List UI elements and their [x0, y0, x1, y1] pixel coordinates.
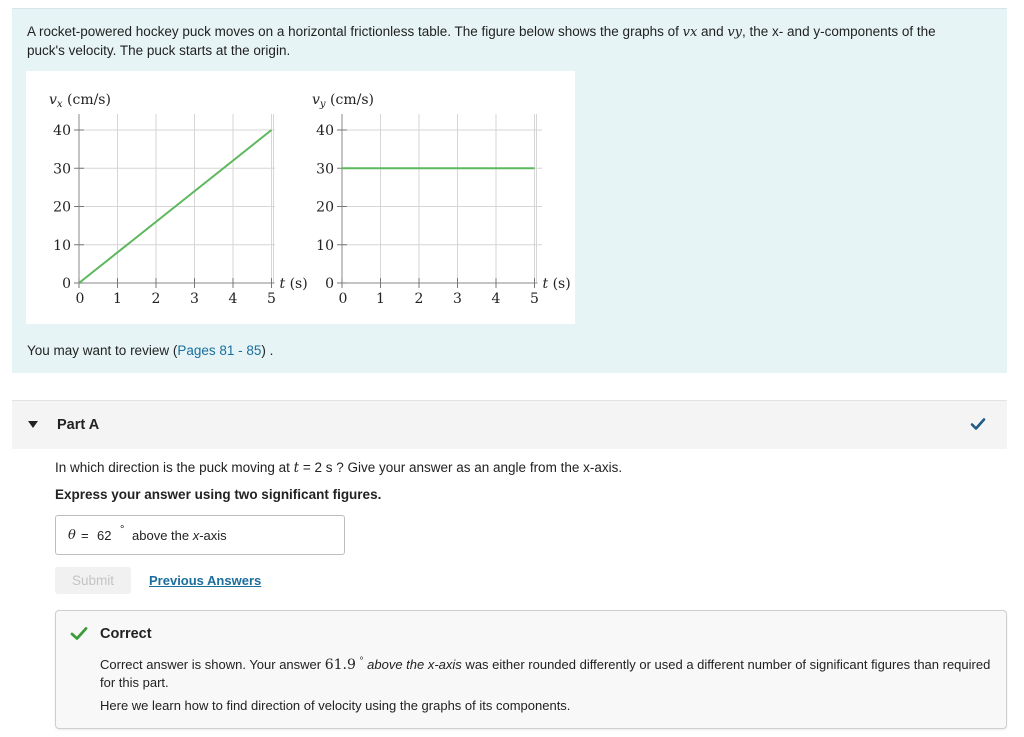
unit-suffix: -axis: [199, 528, 227, 543]
problem-statement-panel: [12, 8, 1007, 373]
collapse-caret-icon[interactable]: [28, 421, 38, 428]
degree-symbol: °: [120, 524, 125, 536]
feedback-degree: °: [359, 656, 364, 667]
y-tick-label: 20: [316, 199, 334, 216]
part-title: Part A: [57, 417, 100, 433]
x-axis-label: t (s): [542, 276, 571, 292]
y-tick-label: 10: [53, 237, 71, 254]
x-tick-label: 3: [453, 291, 462, 307]
feedback-body-prefix: Correct answer is shown. Your answer: [100, 657, 325, 672]
feedback-hint: Here we learn how to find direction of velocity using the graphs of its components.: [100, 698, 571, 713]
question-variable: t: [293, 460, 300, 476]
y-tick-label: 30: [316, 161, 334, 178]
equals-sign: =: [81, 528, 89, 543]
x-tick-label: 4: [491, 291, 501, 307]
checkmark-icon: [970, 417, 986, 431]
question-prefix: In which direction is the puck moving at: [55, 460, 294, 475]
x-tick-label: 1: [113, 291, 122, 307]
review-note: [27, 343, 273, 358]
correct-check-icon: [70, 626, 88, 641]
answer-instruction: Express your answer using two significant figures.: [55, 487, 382, 502]
review-pages-link[interactable]: Pages 81 - 85: [177, 343, 262, 358]
y-tick-label: 10: [316, 237, 334, 254]
part-a-header[interactable]: [12, 400, 1007, 449]
x-tick-label: 0: [75, 291, 85, 307]
velocity-graphs-svg: [26, 71, 575, 324]
answer-value[interactable]: 62: [97, 528, 112, 543]
y-tick-label: 30: [53, 161, 71, 178]
y-axis-label: $v_y$ (cm/s): [312, 92, 374, 110]
feedback-italic: above the x-axis: [367, 657, 462, 672]
question-text: [55, 460, 622, 476]
theta-symbol: θ: [68, 528, 76, 543]
x-axis-label: t (s): [279, 276, 308, 292]
velocity-graphs-figure: [26, 71, 575, 324]
answer-unit: [132, 528, 227, 543]
previous-answers-link[interactable]: Previous Answers: [149, 573, 262, 588]
unit-axis: x: [192, 528, 200, 543]
y-tick-label: 40: [316, 123, 334, 139]
review-suffix: ) .: [261, 343, 274, 358]
y-tick-label: 40: [53, 123, 71, 139]
x-tick-label: 2: [151, 291, 161, 307]
feedback-title: Correct: [100, 626, 152, 642]
question-suffix: = 2 s ? Give your answer as an angle from the x-axis.: [299, 460, 623, 475]
x-tick-label: 4: [228, 291, 238, 307]
problem-text-part1: A rocket-powered hockey puck moves on a horizontal frictionless table. The figure below shows the graphs of: [27, 24, 683, 39]
problem-text-and: and: [697, 24, 728, 39]
unit-prefix: above the: [132, 528, 193, 543]
vy-symbol: vy: [727, 25, 743, 40]
feedback-body: [100, 653, 995, 691]
review-prefix: You may want to review (: [27, 343, 178, 358]
x-tick-label: 5: [267, 291, 276, 307]
y-tick-label: 20: [53, 199, 71, 216]
x-tick-label: 1: [376, 291, 385, 307]
y-tick-label: 0: [62, 276, 71, 292]
vx-symbol: vx: [682, 25, 698, 40]
y-tick-label: 0: [325, 276, 334, 292]
x-tick-label: 5: [530, 291, 539, 307]
x-tick-label: 3: [190, 291, 199, 307]
y-axis-label: $v_x$ (cm/s): [49, 92, 111, 110]
x-tick-label: 0: [338, 291, 348, 307]
submit-button[interactable]: Submit: [55, 567, 131, 594]
x-tick-label: 2: [414, 291, 424, 307]
feedback-body-suffix: was either rounded differently or used a different number of significant figures than required for this part.: [100, 657, 991, 690]
problem-text: [27, 23, 977, 60]
problem-text-part2: , the x- and y-components of the puck's velocity. The puck starts at the origin.: [27, 24, 936, 58]
feedback-panel: [55, 610, 1007, 729]
answer-field[interactable]: [55, 515, 345, 555]
your-answer-value: 61.9: [324, 657, 356, 673]
